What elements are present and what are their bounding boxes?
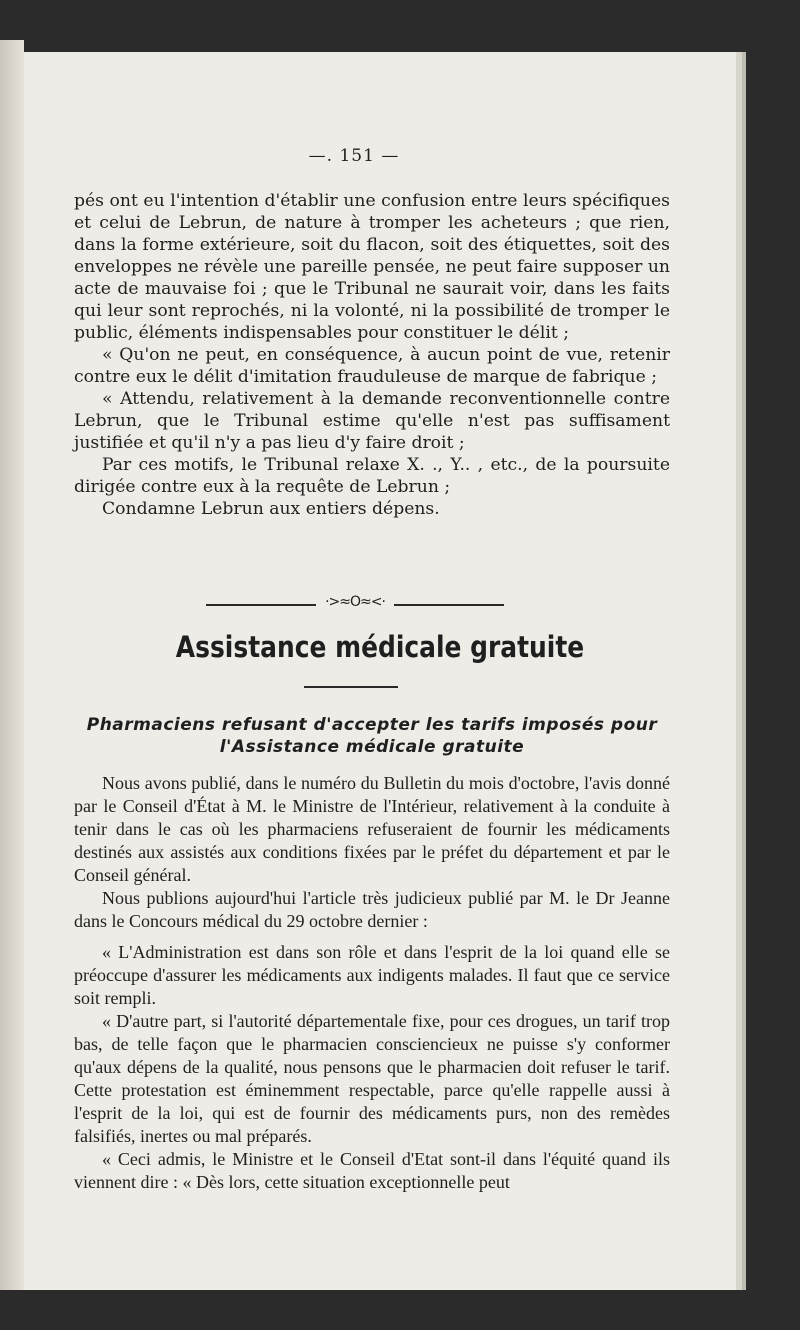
paragraph: « Qu'on ne peut, en conséquence, à aucun point de vue, retenir contre eux le délit d'imitation frauduleuse de marque de fabrique ; <box>74 345 670 387</box>
heading-underline <box>304 686 398 688</box>
divider-rule-right <box>394 604 504 606</box>
book-page <box>24 52 736 1290</box>
subheading-line: l'Assistance médicale gratuite <box>219 737 525 757</box>
paragraph: « Attendu, relativement à la demande reconventionnelle contre Lebrun, que le Tribunal estime qu'elle n'est pas suffisament justifiée et qu'il n'y a pas lieu d'y faire droit ; <box>74 389 670 453</box>
lower-text-block <box>74 772 670 1194</box>
upper-text-block <box>74 190 670 520</box>
section-heading: Assistance médicale gratuite <box>175 630 585 664</box>
page-number: —. 151 — <box>308 146 400 166</box>
paragraph: pés ont eu l'intention d'établir une confusion entre leurs spécifiques et celui de Lebrun, de nature à tromper les acheteurs ; que rien, dans la forme extérieure, soit du flacon, soit des étiquettes, soit des enveloppes ne révèle une pareille pensée, ne peut faire supposer un acte de mauvaise foi ; que le Tribunal ne saurait voir, dans les faits qui leur sont reprochés, ni la volonté, ni la possibilité de tromper le public, éléments indispensables pour constituer le délit ; <box>74 191 670 343</box>
section-divider <box>206 594 504 612</box>
paragraph: « Ceci admis, le Ministre et le Conseil d'Etat sont-il dans l'équité quand ils viennent dire : « Dès lors, cette situation exceptionnelle peut <box>74 1149 670 1192</box>
paragraph: Nous publions aujourd'hui l'article très judicieux publié par M. le Dr Jeanne dans le Concours médical du 29 octobre dernier : <box>74 888 670 931</box>
divider-rule-left <box>206 604 316 606</box>
paragraph: « L'Administration est dans son rôle et dans l'esprit de la loi quand elle se préoccupe d'assurer les médicaments aux indigents malades. Il faut que ce service soit rempli. <box>74 942 670 1008</box>
subheading-line: Pharmaciens refusant d'accepter les tarifs imposés pour <box>86 715 658 735</box>
paragraph: Par ces motifs, le Tribunal relaxe X. ., Y.. , etc., de la poursuite dirigée contre eux à la requête de Lebrun ; <box>74 455 670 497</box>
paragraph: Condamne Lebrun aux entiers dépens. <box>102 499 440 519</box>
facing-page-edge <box>0 40 24 1290</box>
paragraph: Nous avons publié, dans le numéro du Bulletin du mois d'octobre, l'avis donné par le Conseil d'État à M. le Ministre de l'Intérieur, relativement à la conduite à tenir dans le cas où les pharmaciens refuseraient de fournir les médicaments destinés aux assistés aux conditions fixées par le préfet du département et par le Conseil général. <box>74 773 670 885</box>
paragraph: « D'autre part, si l'autorité départementale fixe, pour ces drogues, un tarif trop bas, de telle façon que le pharmacien consciencieux ne puisse s'y conformer qu'aux dépens de la qualité, nous pensons que le pharmacien doit refuser le tarif. Cette protestation est éminemment respectable, parce qu'elle rappelle aussi à l'esprit de la loi, qui est de fournir des médicaments purs, non des remèdes falsifiés, inertes ou mal préparés. <box>74 1011 670 1146</box>
divider-ornament: ·>≈O≈<· <box>325 594 385 610</box>
section-subheading <box>74 714 670 758</box>
